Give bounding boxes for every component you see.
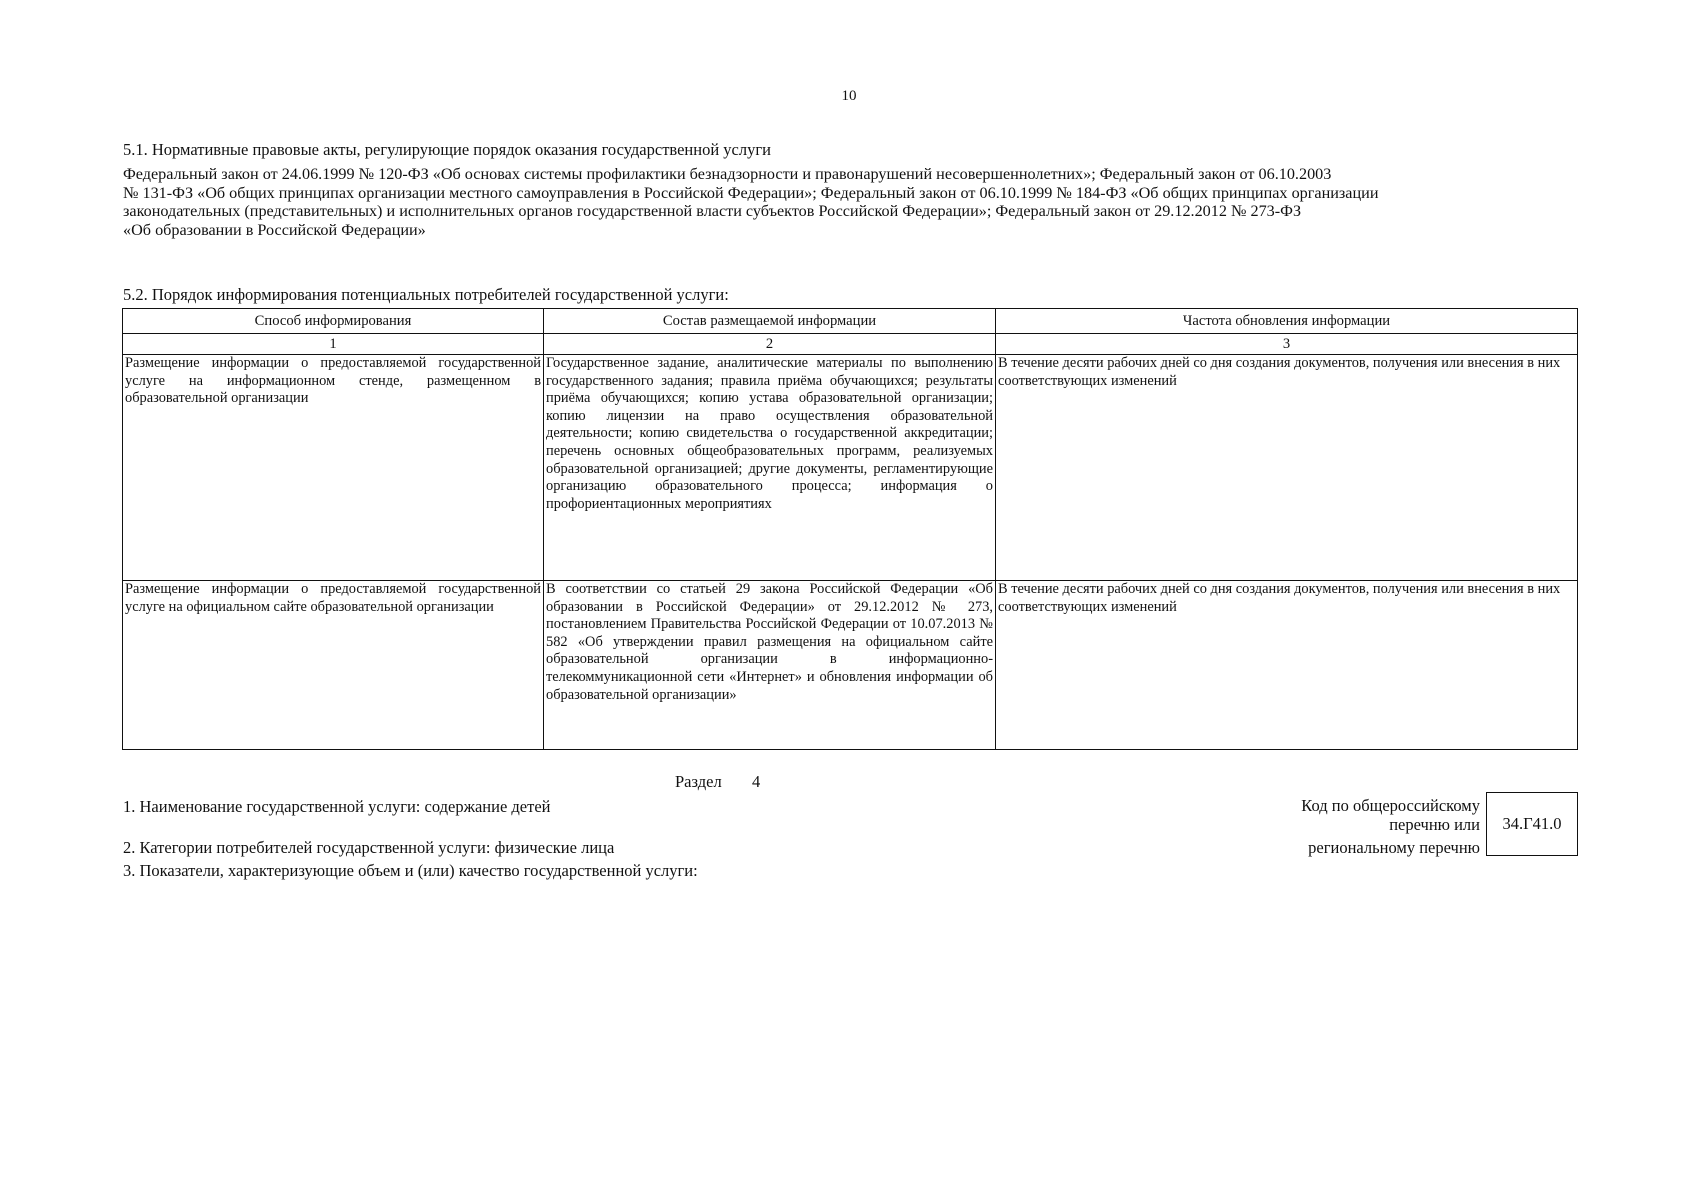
normative-acts-line: № 131-ФЗ «Об общих принципах организации местного самоуправления в Российской Федерации»; Федеральный закон от 06.10.1999 № 184-ФЗ «Об общих принципах организации — [123, 183, 1379, 202]
page-number: 10 — [841, 88, 857, 104]
section-label: Раздел — [675, 772, 722, 791]
section-5-2-title: 5.2. Порядок информирования потенциальных потребителей государственной услуги: — [123, 285, 729, 304]
header-method: Способ информирования — [123, 309, 544, 334]
content-cell: В соответствии со статьей 29 закона Российской Федерации «Об образовании в Российской Федерации» от 29.12.2012 № 273, постановлением Правительства Российской Федерации от 10.07.2013 № 582 «Об утверждении правил размещения на официальном сайте образовательной организации в информационно-телекоммуникационной сети «Интернет» и обновления информации об образовательной организации» — [544, 581, 996, 750]
consumer-categories: 2. Категории потребителей государственной услуги: физические лица — [123, 838, 615, 857]
code-label-line: Код по общероссийскому — [1301, 796, 1480, 815]
column-number-row — [123, 334, 1578, 355]
informing-table — [122, 308, 1578, 750]
normative-acts-text — [123, 165, 1563, 239]
registry-code: 34.Г41.0 — [1502, 814, 1562, 833]
code-label-line: региональному перечню — [1308, 838, 1480, 857]
content-cell: Государственное задание, аналитические материалы по выполнению государственного задания; правила приёма обучающихся; результаты приёма обучающихся; копию устава образовательной организации; копию лицензии на право осуществления образовательной деятельности; копию свидетельства о государственной аккредитации; перечень основных общеобразовательных программ, реализуемых образовательной организацией; другие документы, регламентирующие организацию образовательного процесса; информация о профориентационных мероприятиях — [544, 355, 996, 581]
frequency-cell: В течение десяти рабочих дней со дня создания документов, получения или внесения в них соответствующих изменений — [996, 355, 1578, 581]
table-row — [123, 581, 1578, 750]
service-name: 1. Наименование государственной услуги: содержание детей — [123, 797, 551, 816]
normative-acts-line: законодательных (представительных) и исполнительных органов государственной власти субъектов Российской Федерации»; Федеральный закон от 29.12.2012 № 273-ФЗ — [123, 202, 1302, 221]
section-number: 4 — [751, 772, 761, 791]
method-cell: Размещение информации о предоставляемой государственной услуге на информационном стенде, размещенном в образовательной организации — [123, 355, 544, 581]
column-number: 2 — [544, 334, 996, 355]
section-5-1-title: 5.1. Нормативные правовые акты, регулирующие порядок оказания государственной услуги — [123, 140, 771, 159]
registry-code-box — [1486, 792, 1578, 856]
table-row — [123, 355, 1578, 581]
header-frequency: Частота обновления информации — [996, 309, 1578, 334]
code-label-line: перечню или — [1389, 815, 1480, 834]
table-header-row — [123, 309, 1578, 334]
normative-acts-line: «Об образовании в Российской Федерации» — [123, 220, 426, 239]
method-cell: Размещение информации о предоставляемой государственной услуге на официальном сайте образовательной организации — [123, 581, 544, 750]
frequency-cell: В течение десяти рабочих дней со дня создания документов, получения или внесения в них соответствующих изменений — [996, 581, 1578, 750]
section-heading — [675, 772, 760, 792]
header-content: Состав размещаемой информации — [544, 309, 996, 334]
normative-acts-line: Федеральный закон от 24.06.1999 № 120-ФЗ «Об основах системы профилактики безнадзорности и правонарушений несовершеннолетних»; Федеральный закон от 06.10.2003 — [123, 165, 1332, 183]
column-number: 3 — [996, 334, 1578, 355]
indicators-title: 3. Показатели, характеризующие объем и (или) качество государственной услуги: — [123, 861, 698, 880]
column-number: 1 — [123, 334, 544, 355]
